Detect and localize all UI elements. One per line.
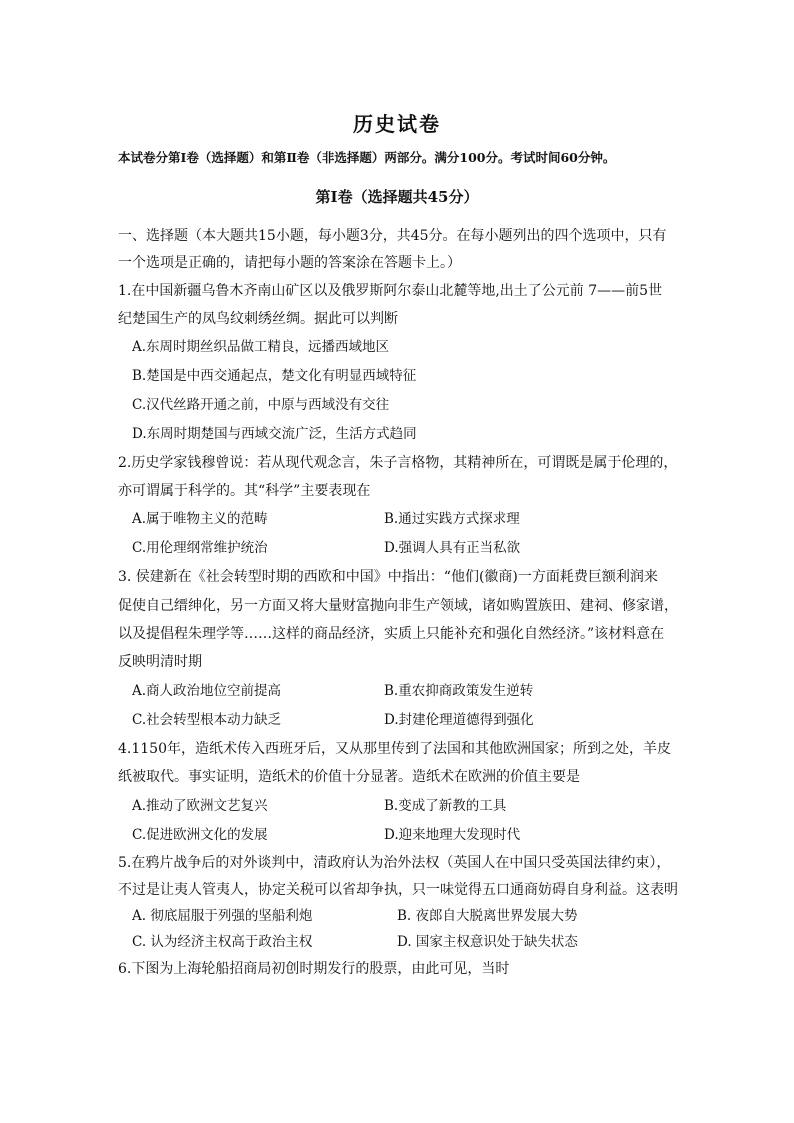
question-3-option-d: D.封建伦理道德得到强化 [384,712,534,728]
question-2-stem-line-1: 2.历史学家钱穆曾说：若从现代观念言，朱子言格物，其精神所在，可谓既是属于伦理的， [118,455,678,471]
question-1-stem-line-2: 纪楚国生产的凤鸟纹刺绣丝绸。据此可以判断 [118,311,398,327]
instructions-line-1: 一、选择题（本大题共15小题，每小题3分，共45分。在每小题列出的四个选项中，只有 [118,228,667,244]
question-3-stem-line-3: 以及提倡程朱理学等……这样的商品经济，实质上只能补充和强化自然经济。”该材料意在 [118,626,665,642]
question-4-stem-line-1: 4.1150年，造纸术传入西班牙后，又从那里传到了法国和其他欧洲国家；所到之处，羊皮 [118,741,671,757]
question-5-option-a: A. 彻底屈服于列强的坚船利炮 [132,908,313,924]
question-4-option-a: A.推动了欧洲文艺复兴 [132,798,268,814]
question-2-option-d: D.强调人具有正当私欲 [384,540,521,556]
question-3-option-a: A.商人政治地位空前提高 [132,683,282,699]
question-5-option-b: B. 夜郎自大脱离世界发展大势 [397,908,578,924]
question-1-stem-line-1: 1.在中国新疆乌鲁木齐南山矿区以及俄罗斯阿尔泰山北麓等地,出土了公元前 7——前5世 [118,283,663,299]
question-4-stem-line-2: 纸被取代。事实证明，造纸术的价值十分显著。造纸术在欧洲的价值主要是 [118,769,580,785]
question-1-option-b: B.楚国是中西交通起点，楚文化有明显西域特征 [132,368,417,384]
question-3-stem-line-4: 反映明清时期 [118,654,202,670]
question-4-option-c: C.促进欧洲文化的发展 [132,827,268,843]
question-5-option-d: D. 国家主权意识处于缺失状态 [397,934,578,950]
question-1-option-a: A.东周时期丝织品做工精良，远播西域地区 [132,339,390,355]
question-2-option-b: B.通过实践方式探求理 [384,511,520,527]
instructions-line-2: 一个选项是正确的，请把每小题的答案涂在答题卡上。） [118,255,461,271]
question-3-option-c: C.社会转型根本动力缺乏 [132,712,282,728]
question-1-option-d: D.东周时期楚国与西域交流广泛，生活方式趋同 [132,426,417,442]
question-3-stem-line-1: 3. 侯建新在《社会转型时期的西欧和中国》中指出：“他们(徽商)一方面耗费巨额利润来 [118,569,658,585]
question-2-stem-line-2: 亦可谓属于科学的。其“科学”主要表现在 [118,483,371,499]
question-6-stem-line-1: 6.下图为上海轮船招商局初创时期发行的股票，由此可见，当时 [118,961,510,977]
question-2-option-c: C.用伦理纲常维护统治 [132,540,268,556]
question-5-stem-line-1: 5.在鸦片战争后的对外谈判中，清政府认为治外法权（英国人在中国只受英国法律约束）， [118,855,671,871]
question-3-option-b: B.重农抑商政策发生逆转 [384,683,534,699]
page-title: 历史试卷 [353,112,441,136]
exam-intro: 本试卷分第Ⅰ卷（选择题）和第Ⅱ卷（非选择题）两部分。满分100分。考试时间60分钟。 [118,150,616,165]
question-4-option-d: D.迎来地理大发现时代 [384,827,521,843]
section-title: 第Ⅰ卷（选择题共45分） [315,188,479,206]
question-5-option-c: C. 认为经济主权高于政治主权 [132,934,313,950]
question-1-option-c: C.汉代丝路开通之前，中原与西域没有交往 [132,397,390,413]
question-3-stem-line-2: 促使自己缙绅化，另一方面又将大量财富抛向非生产领域，诸如购置族田、建祠、修家谱， [118,598,678,614]
question-4-option-b: B.变成了新教的工具 [384,798,507,814]
question-2-option-a: A.属于唯物主义的范畴 [132,511,268,527]
question-5-stem-line-2: 不过是让夷人管夷人，协定关税可以省却争执，只一味觉得五口通商妨碍自身利益。这表明 [118,882,678,898]
